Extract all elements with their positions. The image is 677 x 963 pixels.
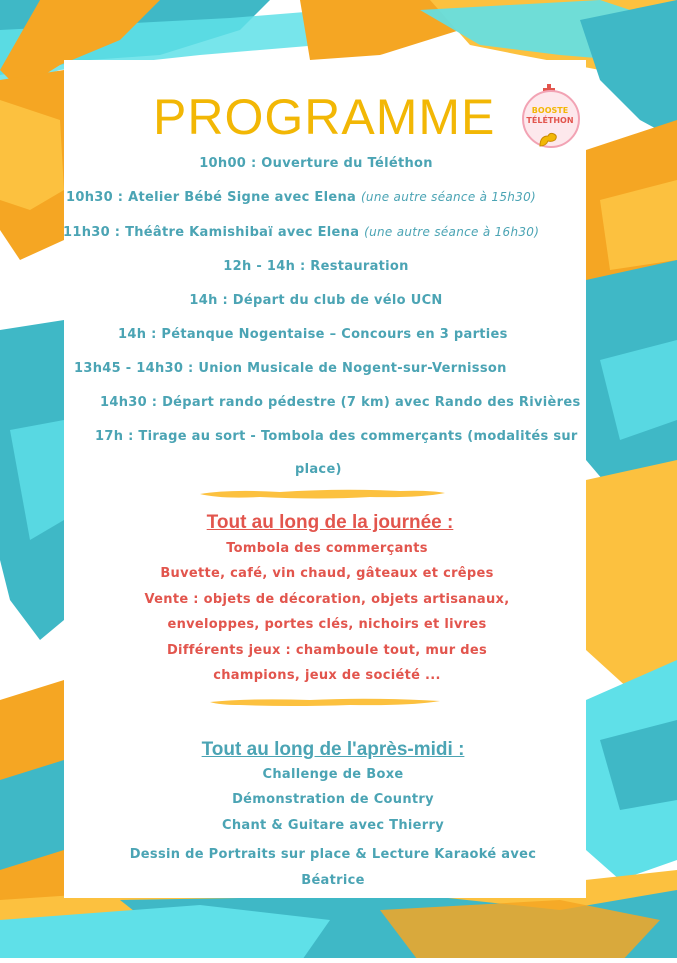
afternoon-item: Dessin de Portraits sur place & Lecture Karaoké avec xyxy=(129,847,537,862)
logo-line-2: TÉLÉTHON xyxy=(526,116,574,125)
schedule-item: 17h : Tirage au sort - Tombola des commerçants (modalités sur xyxy=(95,429,578,444)
schedule-note: (une autre séance à 15h30) xyxy=(360,190,537,204)
program-title: PROGRAMME xyxy=(153,89,496,145)
schedule-item: 13h45 - 14h30 : Union Musicale de Nogent-sur-Vernisson xyxy=(74,361,507,376)
schedule-item: place) xyxy=(295,462,342,477)
day-section-heading: Tout au long de la journée : xyxy=(206,512,454,533)
logo-line-1: BOOSTE xyxy=(531,106,569,115)
schedule-item: 14h30 : Départ rando pédestre (7 km) avec Rando des Rivières xyxy=(100,395,581,410)
schedule-note: (une autre séance à 16h30) xyxy=(364,225,540,239)
schedule-item: 11h30 : Théâtre Kamishibaï avec Elena (une autre séance à 16h30) xyxy=(63,225,540,240)
afternoon-item: Béatrice xyxy=(301,873,365,888)
schedule-item: 10h30 : Atelier Bébé Signe avec Elena (une autre séance à 15h30) xyxy=(66,190,537,205)
schedule-item: 14h : Pétanque Nogentaise – Concours en 3 parties xyxy=(118,327,508,342)
day-item: champions, jeux de société ... xyxy=(213,668,441,683)
afternoon-section-heading: Tout au long de l'après-midi : xyxy=(201,739,465,760)
day-item: Tombola des commerçants xyxy=(226,541,428,556)
schedule-item: 14h : Départ du club de vélo UCN xyxy=(189,293,443,308)
afternoon-item: Chant & Guitare avec Thierry xyxy=(222,818,444,833)
day-item: enveloppes, portes clés, nichoirs et livres xyxy=(167,617,487,632)
flexed-arm-icon xyxy=(538,132,560,148)
brush-divider xyxy=(200,488,445,500)
day-item: Différents jeux : chamboule tout, mur des xyxy=(166,643,488,658)
brush-divider xyxy=(210,697,440,707)
schedule-item: 12h - 14h : Restauration xyxy=(223,259,409,274)
booste-telethon-logo xyxy=(520,84,580,156)
day-item: Vente : objets de décoration, objets artisanaux, xyxy=(144,592,510,607)
day-item: Buvette, café, vin chaud, gâteaux et crêpes xyxy=(160,566,494,581)
afternoon-item: Challenge de Boxe xyxy=(262,767,404,782)
afternoon-item: Démonstration de Country xyxy=(232,792,434,807)
schedule-item: 10h00 : Ouverture du Téléthon xyxy=(199,156,433,171)
